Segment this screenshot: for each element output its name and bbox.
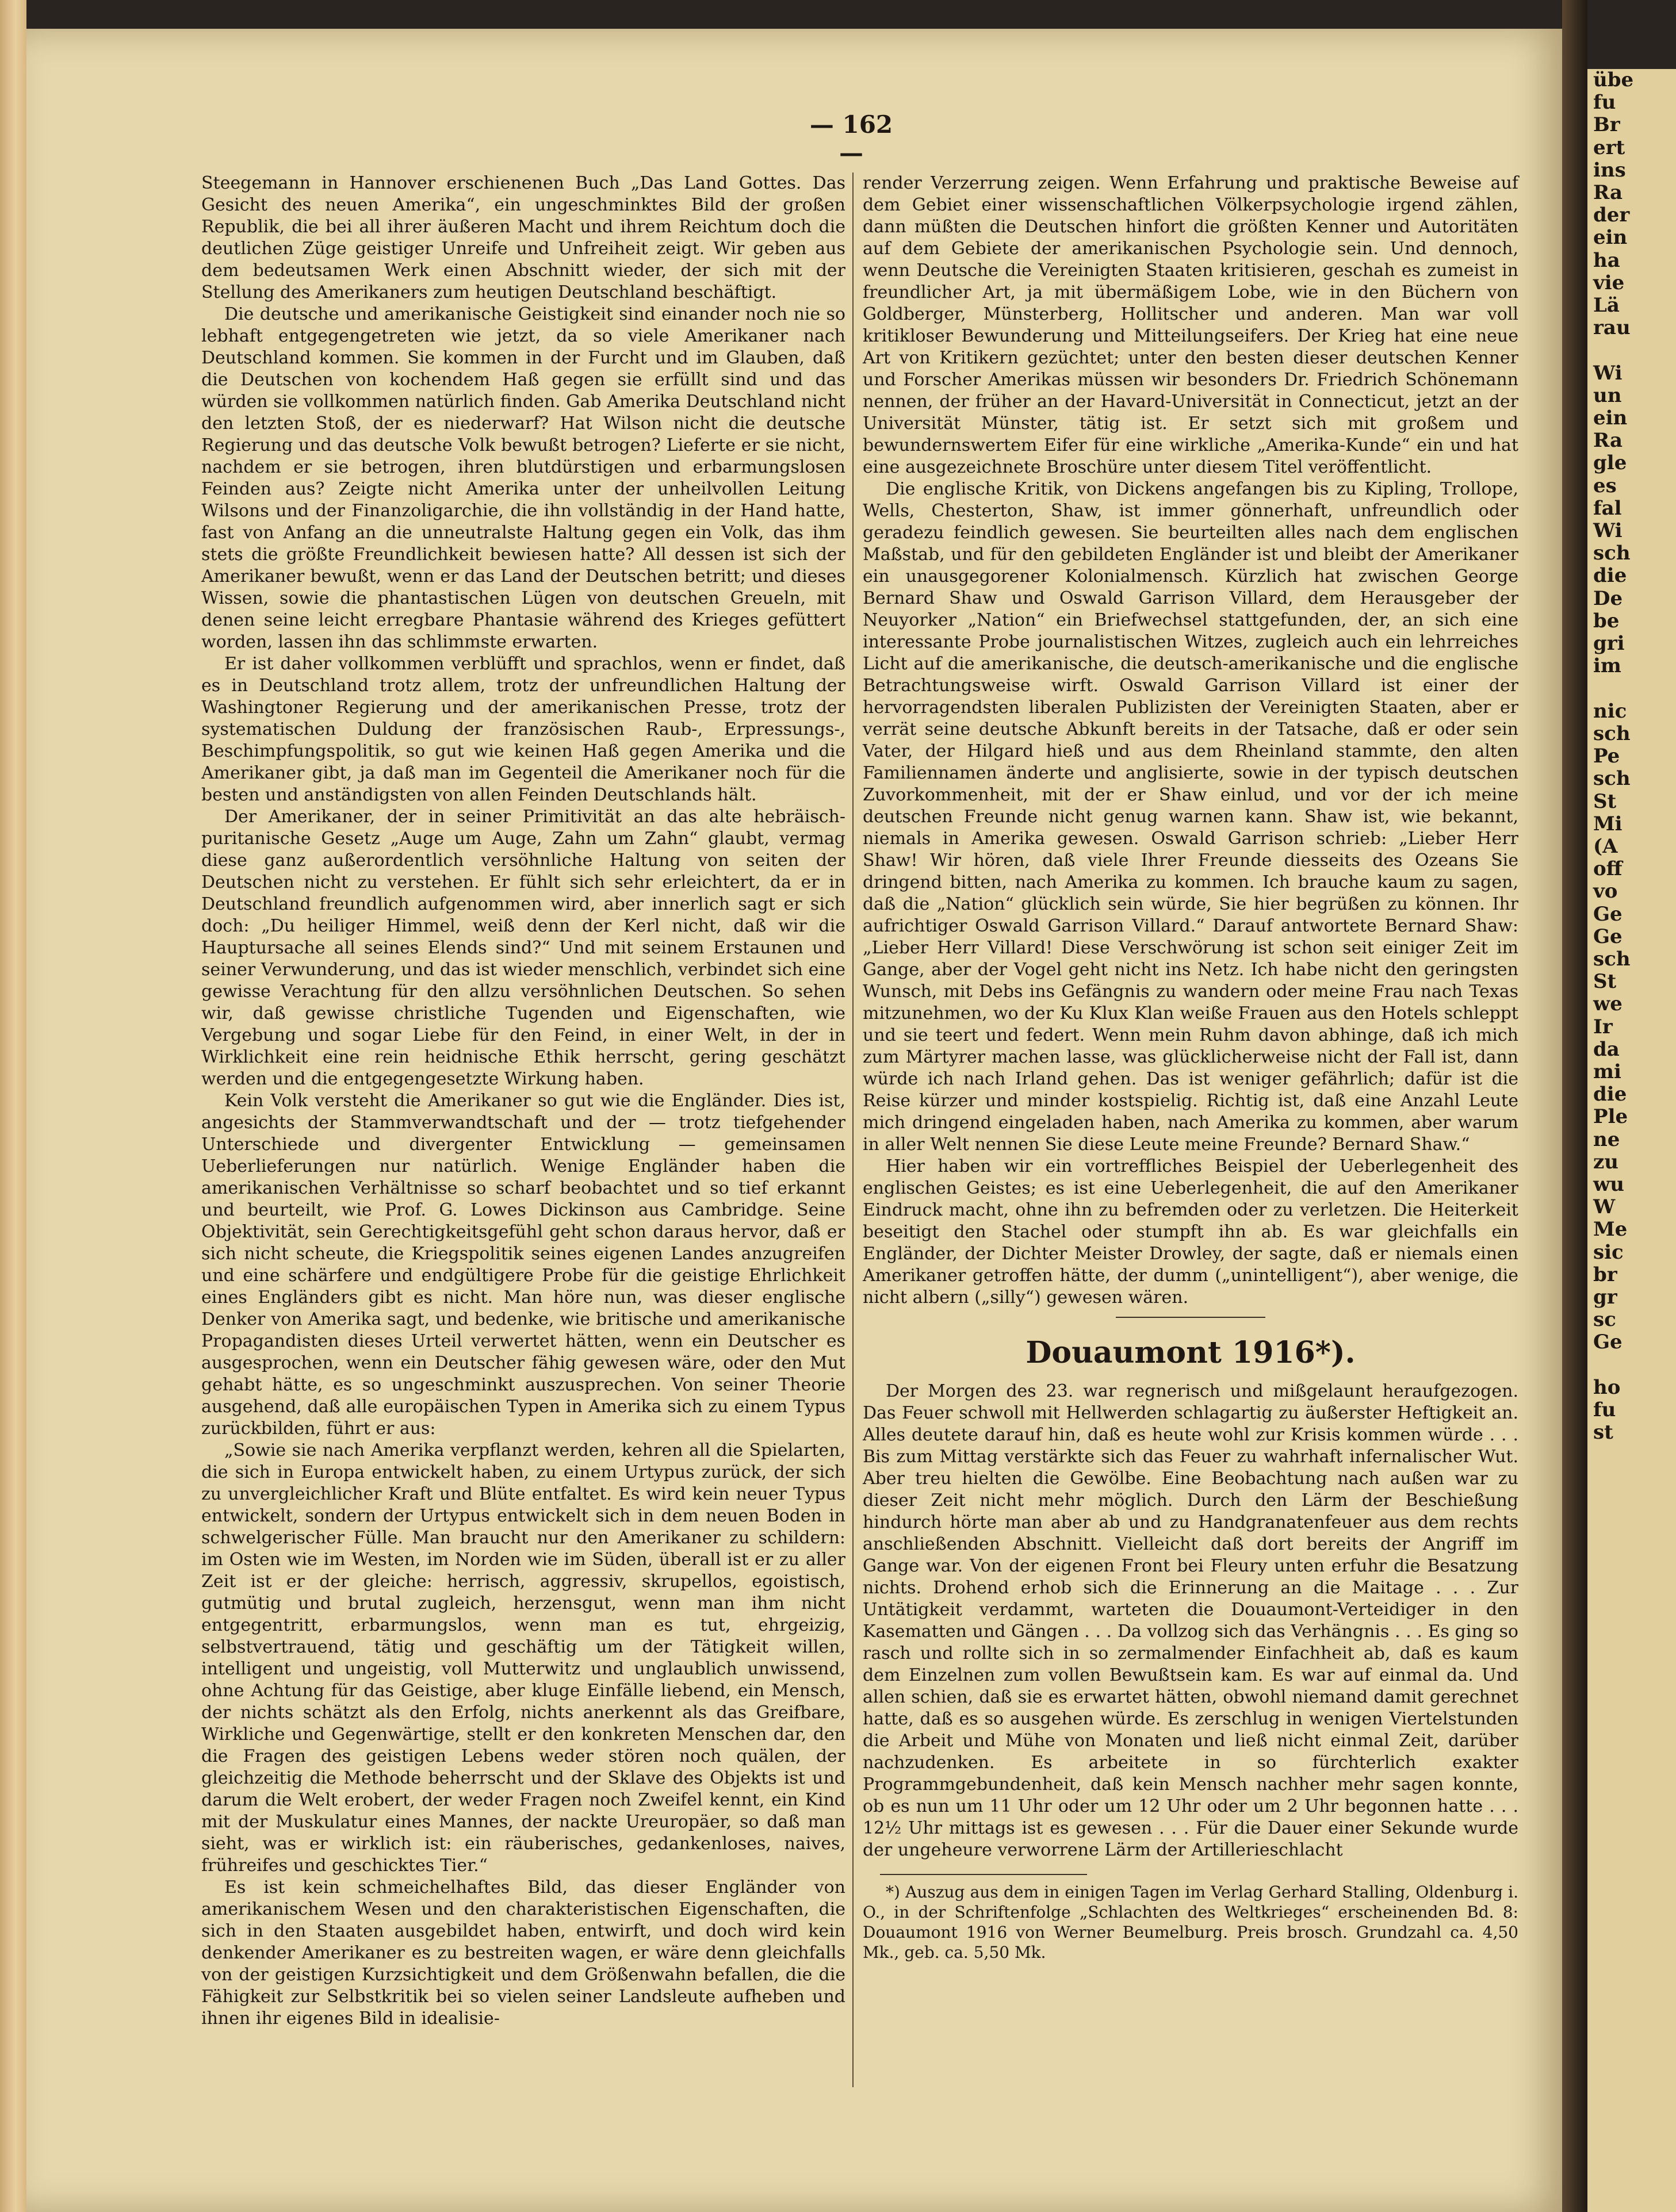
page-number: — 162 — [809, 110, 893, 167]
right-column [863, 172, 1518, 1962]
paragraph: Die deutsche und amerikanische Geistigkeit sind einander noch nie so lebhaft entgegengetreten wie jetzt, da so viele Amerikaner nach Deutschland kommen. Sie kommen in der Furcht und im Glauben, daß die Deutschen von kochendem Haß gegen sie erfüllt sind und das würden sie vollkommen natürlich finden. Gab Amerika Deutschland nicht den letzten Stoß, der es niederwarf? Hat Wilson nicht die deutsche Regierung und das deutsche Volk bewußt betrogen? Lieferte er sie nicht, nachdem er sie betrogen, ihren blutdürstigen und erbarmungslosen Feinden aus? Zeigte nicht Amerika unter der unheilvollen Leitung Wilsons und der Finanzoligarchie, die ihn vollständig in der Hand hatte, fast von Anfang an die unneutralste Haltung gegen ein Volk, das ihm stets die größte Freundlichkeit bewiesen hatte? All dessen ist sich der Amerikaner bewußt, wenn er das Land der Deutschen betritt; und dieses Wissen, sowie die phantastischen Lügen von deutschen Greueln, mit denen seine leicht erregbare Phantasie während des Krieges gefüttert worden, lassen ihn das schlimmste erwarten. [201, 304, 845, 652]
book-gutter [1562, 0, 1587, 2212]
article-title: Douaumont 1916*). [1026, 1335, 1356, 1370]
next-page-edge [1587, 69, 1676, 2212]
paragraph: Steegemann in Hannover erschienenen Buch „Das Land Gottes. Das Gesicht des neuen Amerika“, ein ungeschminktes Bild der großen Republik, die bei all ihrer äußeren Macht und ihrem Reichtum doch die deutlichen Züge geistiger Unreife und Unfreiheit zeigt. Wir geben aus dem bedeutsamen Werk einen Abschnitt wieder, der sich mit der Stellung des Amerikaners zum heutigen Deutschland beschäftigt. [201, 173, 845, 302]
column-divider [852, 172, 854, 2087]
left-column [201, 172, 845, 2030]
paragraph: render Verzerrung zeigen. Wenn Erfahrung und praktische Beweise auf dem Gebiet einer wissenschaftlichen Völkerpsychologie irgend zählen, dann müßten die Deutschen hinfort die größten Kenner und Autoritäten auf dem Gebiete der amerikanischen Psychologie sein. Und dennoch, wenn Deutsche die Vereinigten Staaten kritisieren, geschah es zumeist in freundlicher Art, ja mit übermäßigem Lobe, wie in den Büchern von Goldberger, Münsterberg, Hollitscher und anderen. Man war voll kritikloser Bewunderung und Mitteilungseifers. Der Krieg hat eine neue Art von Kritikern gezüchtet; unter den besten dieser deutschen Kenner und Forscher Amerikas müssen wir besonders Dr. Friedrich Schönemann nennen, der früher an der Havard-Universität in Connecticut, jetzt an der Universität Münster, tätig ist. Er setzt sich mit großem und bewundernswertem Eifer für eine wirkliche „Amerika-Kunde“ ein und hat eine ausgezeichnete Broschüre unter diesem Titel veröffentlicht. [863, 173, 1518, 477]
section-rule [1116, 1317, 1265, 1318]
paragraph: Die englische Kritik, von Dickens angefangen bis zu Kipling, Trollope, Wells, Chesterton, Shaw, ist immer gönnerhaft, unfreundlich oder geradezu feindlich gewesen. Sie beurteilten alles nach dem englischen Maßstab, und für den gebildeten Engländer ist und bleibt der Amerikaner ein unausgegorener Kolonialmensch. Kürzlich hat zwischen George Bernard Shaw und Oswald Garrison Villard, dem Herausgeber der Neuyorker „Nation“ ein Briefwechsel stattgefunden, der, an sich eine interessante Probe journalistischen Witzes, zugleich auch ein lehrreiches Licht auf die amerikanische, die deutsch-amerikanische und die englische Betrachtungsweise wirft. Oswald Garrison Villard ist einer der hervorragendsten liberalen Publizisten der Vereinigten Staaten, aber er verrät seine deutsche Abkunft bereits in der Tatsache, daß er oder sein Vater, der Hilgard hieß und aus dem Rheinland stammte, den alten Familiennamen änderte und anglisierte, sowie in der typisch deutschen Zuvorkommenheit, mit der er Shaw einlud, und vor der ich meine deutschen Freunde nicht genug warnen kann. Shaw ist, wie bekannt, niemals in Amerika gewesen. Oswald Garrison schrieb: „Lieber Herr Shaw! Wir hören, daß viele Ihrer Freunde diesseits des Ozeans Sie dringend bitten, nach Amerika zu kommen. Ich brauche kaum zu sagen, daß die „Nation“ glücklich sein würde, Sie hier begrüßen zu können. Ihr aufrichtiger Oswald Garrison Villard.“ Darauf antwortete Bernard Shaw: „Lieber Herr Villard! Diese Verschwörung ist schon seit einiger Zeit im Gange, aber der Vogel geht nicht ins Netz. Ich habe nicht den geringsten Wunsch, mit Debs ins Gefängnis zu wandern oder meine Frau nach Texas mitzunehmen, wo der Ku Klux Klan weiße Frauen aus den Hotels schleppt und sie teert und federt. Wenn mein Ruhm davon abhinge, daß ich mich zum Märtyrer machen lasse, was glücklicherweise nicht der Fall ist, dann würde ich nach Irland gehen. Das ist weniger gefährlich; dafür ist die Reise kürzer und minder kostspielig. Richtig ist, daß eine Anzahl Leute mich dringend eingeladen haben, nach Amerika zu kommen, aber warum in aller Welt nennen Sie diese Leute meine Freunde? Bernard Shaw.“ [863, 479, 1518, 1155]
paragraph: „Sowie sie nach Amerika verpflanzt werden, kehren all die Spielarten, die sich in Europa entwickelt haben, zu einem Urtypus zurück, der sich zu unvergleichlicher Kraft und Blüte entfaltet. Es wird kein neuer Typus entwickelt, sondern der Urtypus entwickelt sich in dem neuen Boden in schwelgerischer Fülle. Man braucht nur den Amerikaner zu schildern: im Osten wie im Westen, im Norden wie im Süden, überall ist er zu aller Zeit ist er der gleiche: herrisch, aggressiv, skrupellos, egoistisch, gutmütig und brutal zugleich, herzensgut, wenn man ihm nicht entgegentritt, erbarmungslos, wenn man es tut, ehrgeizig, selbstvertrauend, tätig und geschäftig um der Tätigkeit willen, intelligent und ungeistig, voll Mutterwitz und unglaublich unwissend, ohne Achtung für das Geistige, aber kluge Einfälle liebend, ein Mensch, der nichts schätzt als den Erfolg, nichts anerkennt als das Greifbare, Wirkliche und Gegenwärtige, stellt er den konkreten Menschen dar, den die Fragen des geistigen Lebens weder stören noch quälen, der gleichzeitig die Methode beherrscht und der Sklave des Objekts ist und darum die Welt erobert, der weder Fragen noch Zweifel kennt, ein Kind mit der Muskulatur eines Mannes, der nackte Ureuropäer, so daß man sieht, was er wirklich ist: ein räuberisches, gedankenloses, naives, frühreifes und geschicktes Tier.“ [201, 1440, 845, 1876]
paragraph: Es ist kein schmeichelhaftes Bild, das dieser Engländer von amerikanischem Wesen und den charakteristischen Eigenschaften, die sich in den Staaten ausgebildet haben, entwirft, und doch wird kein denkender Amerikaner es zu bestreiten wagen, er wäre denn gleichfalls von der geistigen Kurzsichtigkeit und dem Größenwahn befallen, die die Fähigkeit zur Selbstkritik bei so vielen seiner Landsleute aufheben und ihnen ihr eigenes Bild in idealisie- [201, 1877, 845, 2029]
footnote: *) Auszug aus dem in einigen Tagen im Verlag Gerhard Stalling, Oldenburg i. O., in der Schriftenfolge „Schlachten des Weltkrieges“ erscheinenden Bd. 8: Douaumont 1916 von Werner Beumelburg. Preis brosch. Grundzahl ca. 4,50 Mk., geb. ca. 5,50 Mk. [863, 1883, 1518, 1962]
paragraph: Er ist daher vollkommen verblüfft und sprachlos, wenn er findet, daß es in Deutschland trotz allem, trotz der unfreundlichen Haltung der Washingtoner Regierung und der amerikanischen Presse, trotz der systematischen Duldung der französischen Raub-, Erpressungs-, Beschimpfungspolitik, so gut wie keinen Haß gegen Amerika und die Amerikaner gibt, ja daß man im Gegenteil die Amerikaner noch für die besten und anständigsten von allen Feinden Deutschlands hält. [201, 654, 845, 805]
book-edge-left [0, 0, 26, 2212]
next-page-fragments: übe fu Br ert ins Ra der ein ha vie Lä rau Wi un ein Ra gle es fal Wi sch die De be gri im nic sch Pe sch St Mi (A off vo Ge Ge sch St we Ir da mi die Ple ne zu wu W Me sic br gr sc Ge ho fu st [1593, 69, 1634, 1444]
paragraph: Der Amerikaner, der in seiner Primitivität an das alte hebräisch-puritanische Gesetz „Auge um Auge, Zahn um Zahn“ glaubt, vermag diese ganz außerordentlich versöhnliche Haltung von seiten der Deutschen nicht zu verstehen. Er fühlt sich sehr erleichtert, da er in Deutschland freundlich aufgenommen wird, aber innerlich sagt er sich doch: „Du heiliger Himmel, weiß denn der Kerl nicht, daß wir die Hauptursache all seines Elends sind?“ Und mit seinem Erstaunen und seiner Verwunderung, und das ist wieder menschlich, verbindet sich eine gewisse Verachtung für den allzu versöhnlichen Deutschen. So sehen wir, daß gewisse christliche Tugenden und Eigenschaften, wie Vergebung und sogar Liebe für den Feind, in einer Welt, in der in Wirklichkeit eine rein heidnische Ethik herrscht, gering geschätzt werden und die entgegengesetzte Wirkung haben. [201, 807, 845, 1089]
paragraph: Hier haben wir ein vortreffliches Beispiel der Ueberlegenheit des englischen Geistes; es ist eine Ueberlegenheit, die auf den Amerikaner Eindruck macht, ohne ihn zu befremden oder zu verletzen. Die Heiterkeit beseitigt den Stachel oder stumpft ihn ab. Es war gleichfalls ein Engländer, der Dichter Meister Drowley, der sagte, daß er niemals einen Amerikaner getroffen hätte, der dumm („unintelligent“), aber wenige, die nicht albern („silly“) gewesen wären. [863, 1156, 1518, 1308]
footnote-rule [880, 1874, 1087, 1875]
article-paragraph: Der Morgen des 23. war regnerisch und mißgelaunt heraufgezogen. Das Feuer schwoll mit Hellwerden schlagartig zu äußerster Heftigkeit an. Alles deutete darauf hin, daß es heute wohl zur Krisis kommen würde . . . Bis zum Mittag verstärkte sich das Feuer zu wahrhaft infernalischer Wut. Aber treu hielten die Gewölbe. Eine Beobachtung nach außen war zu dieser Zeit nicht mehr möglich. Durch den Lärm der Beschießung hindurch hörte man aber ab und zu Handgranatenfeuer aus dem rechts anschließenden Abschnitt. Vielleicht daß dort bereits der Angriff im Gange war. Von der eigenen Front bei Fleury unten erfuhr die Besatzung nichts. Drohend erhob sich die Erinnerung an die Maitage . . . Zur Untätigkeit verdammt, warteten die Douaumont-Verteidiger in den Kasematten und Gängen . . . Da vollzog sich das Verhängnis . . . Es ging so rasch und rollte sich in so zermalmender Einfachheit ab, daß es kaum dem Einzelnen zum vollen Bewußtsein kam. Es war auf einmal da. Und allen schien, daß sie es erwartet hätten, obwohl niemand damit gerechnet hatte, daß es so ausgehen würde. Es zerschlug in wenigen Viertelstunden die Arbeit und Mühe von Monaten und ließ nicht einmal Zeit, darüber nachzudenken. Es arbeitete in so fürchterlich exakter Programmgebundenheit, daß kein Mensch nachher mehr sagen konnte, ob es nun um 11 Uhr oder um 12 Uhr oder um 2 Uhr begonnen hatte . . . 12½ Uhr mittags ist es gewesen . . . Für die Dauer einer Sekunde wurde der ungeheure verworrene Lärm der Artilleriеschlacht [863, 1381, 1518, 1860]
paragraph: Kein Volk versteht die Amerikaner so gut wie die Engländer. Dies ist, angesichts der Stammverwandtschaft und der — trotz tiefgehender Unterschiede und divergenter Entwicklung — gemeinsamen Ueberlieferungen nur natürlich. Wenige Engländer haben die amerikanischen Verhältnisse so scharf beobachtet und so tief erkannt und beurteilt, wie Prof. G. Lowes Dickinson aus Cambridge. Seine Objektivität, sein Gerechtigkeitsgefühl geht schon daraus hervor, daß er sich nicht scheute, die Kriegspolitik seines eigenen Landes anzugreifen und eine schärfere und endgültigere Probe für die geistige Ehrlichkeit eines Engländers gibt es nicht. Man höre nun, was dieser englische Denker von Amerika sagt, und bedenke, wie britische und amerikanische Propagandisten dieses Urteil verwertet hätten, wenn ein Deutscher es ausgesprochen, wenn ein Deutscher fähig gewesen wäre, oder den Mut gehabt hätte, es so ungeschminkt auszusprechen. Von seiner Theorie ausgehend, daß alle europäischen Typen in Amerika sich zu einem Typus zurückbilden, führt er aus: [201, 1091, 845, 1439]
